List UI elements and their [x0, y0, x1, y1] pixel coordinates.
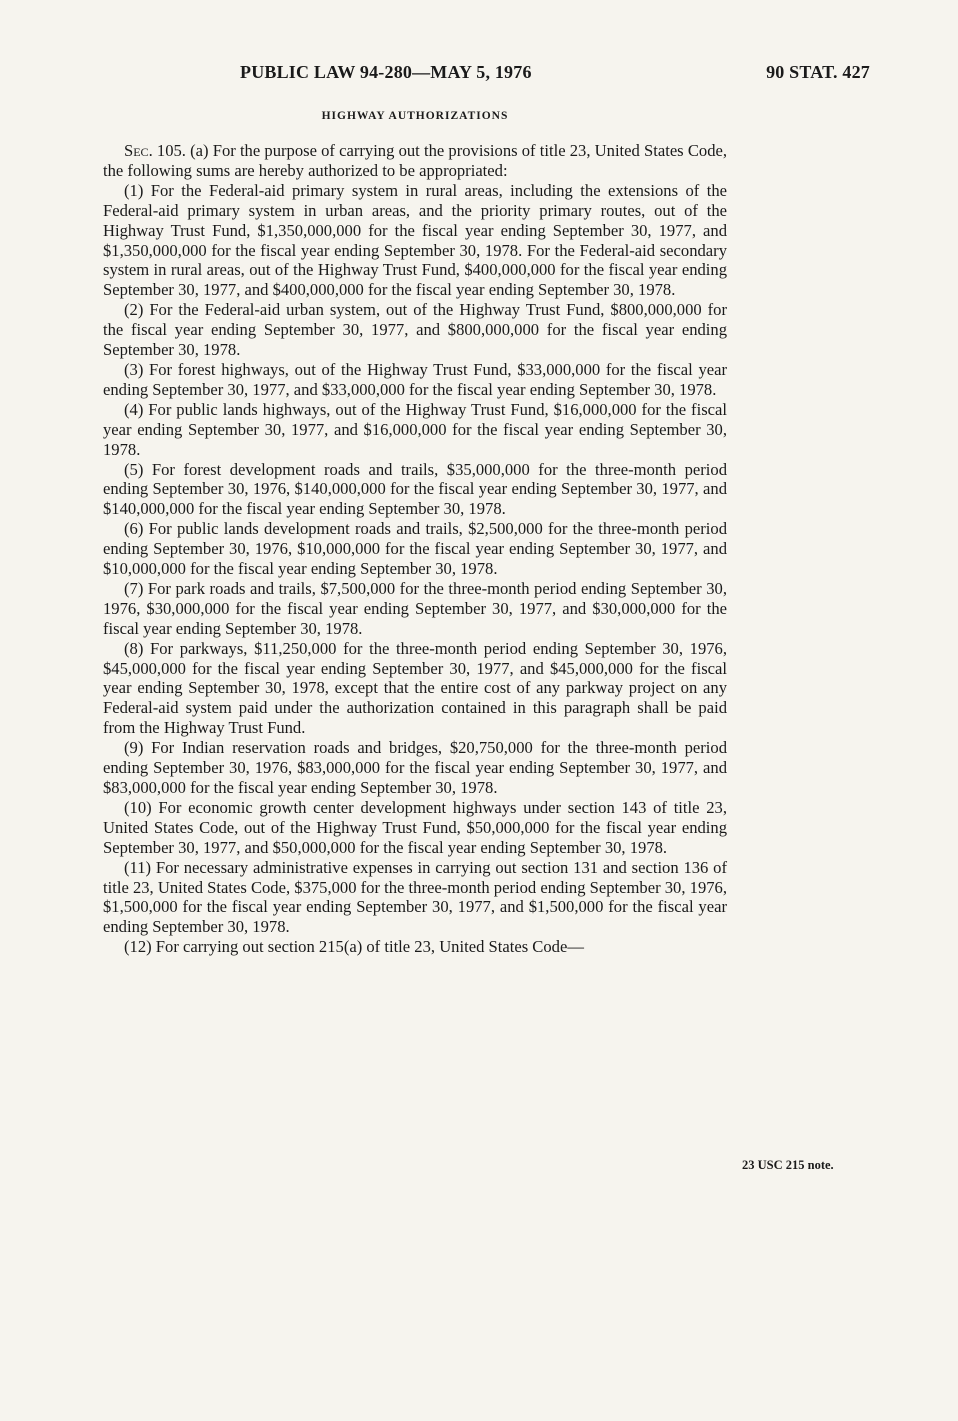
- paragraph-7: (7) For park roads and trails, $7,500,000 for the three-month period ending September 30, 1976, $30,000,000 for the fiscal year ending September 30, 1977, and $30,000,000 for the fiscal year ending September 30, 1978.: [103, 578, 727, 638]
- paragraph-3: (3) For forest highways, out of the Highway Trust Fund, $33,000,000 for the fiscal year ending September 30, 1977, and $33,000,000 for the fiscal year ending September 30, 1978.: [103, 359, 727, 399]
- paragraph-4: (4) For public lands highways, out of the Highway Trust Fund, $16,000,000 for the fiscal year ending September 30, 1977, and $16,000,000 for the fiscal year ending September 30, 1978.: [103, 399, 727, 459]
- section-intro-paragraph: [103, 141, 727, 181]
- section-body: [103, 141, 727, 957]
- section-intro-text: 105. (a) For the purpose of carrying out the provisions of title 23, United States Code, the following sums are hereby authorized to be appropriated:: [103, 141, 727, 180]
- section-label: Sec.: [124, 141, 153, 160]
- paragraph-2: (2) For the Federal-aid urban system, out of the Highway Trust Fund, $800,000,000 for the fiscal year ending September 30, 1977, and $800,000,000 for the fiscal year ending September 30, 1978.: [103, 300, 727, 360]
- margin-citation-note: 23 USC 215 note.: [742, 1158, 834, 1172]
- statute-page-reference: 90 STAT. 427: [766, 62, 870, 82]
- paragraph-6: (6) For public lands development roads and trails, $2,500,000 for the three-month period ending September 30, 1976, $10,000,000 for the fiscal year ending September 30, 1977, and $10,000,000 for the fiscal year ending September 30, 1978.: [103, 519, 727, 579]
- section-heading: HIGHWAY AUTHORIZATIONS: [321, 110, 509, 122]
- running-head: [102, 62, 870, 86]
- paragraph-10: (10) For economic growth center development highways under section 143 of title 23, United States Code, out of the Highway Trust Fund, $50,000,000 for the fiscal year ending September 30, 1977, and $50,000,000 for the fiscal year ending September 30, 1978.: [103, 797, 727, 857]
- paragraph-9: (9) For Indian reservation roads and bridges, $20,750,000 for the three-month period ending September 30, 1976, $83,000,000 for the fiscal year ending September 30, 1977, and $83,000,000 for the fiscal year ending September 30, 1978.: [103, 738, 727, 797]
- paragraph-12: (12) For carrying out section 215(a) of title 23, United States Code—: [124, 937, 584, 957]
- paragraph-11: (11) For necessary administrative expenses in carrying out section 131 and section 136 of title 23, United States Code, $375,000 for the three-month period ending September 30, 1976, $1,500,000 for the fiscal year ending September 30, 1977, and $1,500,000 for the fiscal year ending September 30, 1978.: [103, 857, 727, 937]
- paragraph-8: (8) For parkways, $11,250,000 for the three-month period ending September 30, 1976, $45,000,000 for the fiscal year ending September 30, 1977, and $45,000,000 for the fiscal year ending September 30, 1978, except that the entire cost of any parkway project on any Federal-aid system paid under the authorization contained in this paragraph shall be paid from the Highway Trust Fund.: [103, 638, 727, 738]
- paragraph-5: (5) For forest development roads and trails, $35,000,000 for the three-month period ending September 30, 1976, $140,000,000 for the fiscal year ending September 30, 1977, and $140,000,000 for the fiscal year ending September 30, 1978.: [103, 459, 727, 519]
- paragraph-1: (1) For the Federal-aid primary system in rural areas, including the extensions of the Federal-aid primary system in urban areas, and the priority primary routes, out of the Highway Trust Fund, $1,350,000,000 for the fiscal year ending September 30, 1977, and $1,350,000,000 for the fiscal year ending September 30, 1978. For the Federal-aid secondary system in rural areas, out of the Highway Trust Fund, $400,000,000 for the fiscal year ending September 30, 1977, and $400,000,000 for the fiscal year ending September 30, 1978.: [103, 180, 727, 300]
- law-title: PUBLIC LAW 94-280—MAY 5, 1976: [240, 62, 532, 82]
